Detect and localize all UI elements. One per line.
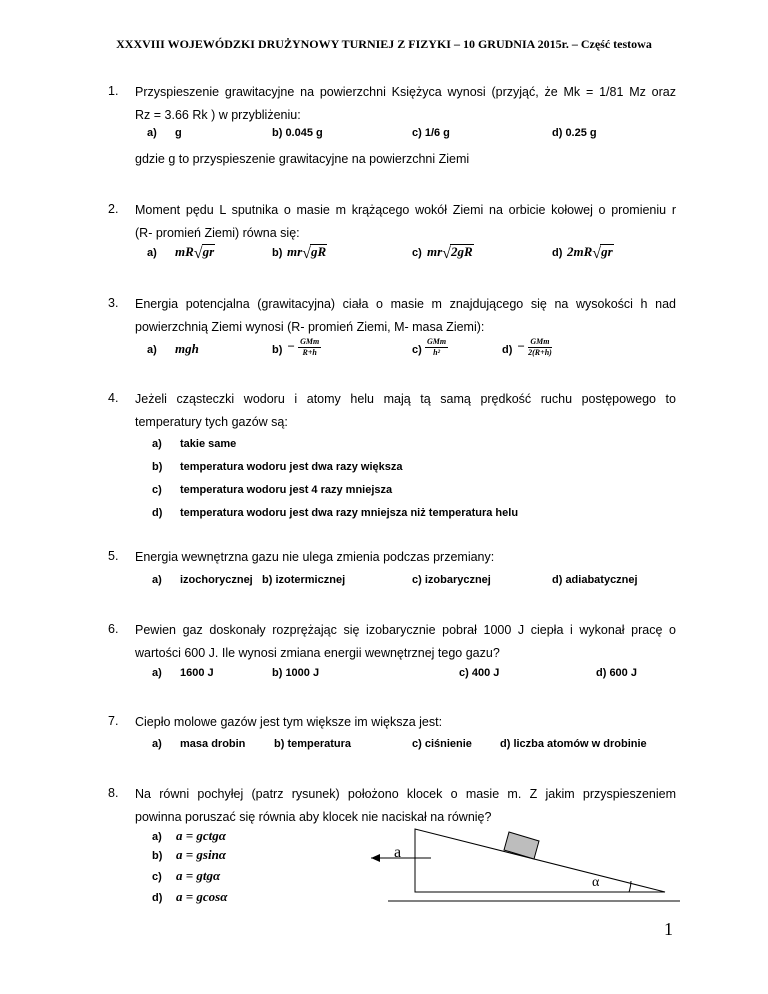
q4-option-a-label: a): [152, 438, 162, 450]
q2-text-line1: Moment pędu L sputnika o masie m krążącego wokół Ziemi na orbicie kołowej o promieniu r: [135, 203, 676, 217]
q7-number: 7.: [108, 714, 119, 728]
q2-option-d-formula: 2mR√gr: [567, 244, 613, 262]
q1-note: gdzie g to przyspieszenie grawitacyjne na powierzchni Ziemi: [135, 152, 470, 166]
q6-number: 6.: [108, 622, 119, 636]
q2-number: 2.: [108, 202, 119, 216]
q8-option-d: a = gcosα: [176, 889, 228, 904]
q2-option-b-formula: mr√gR: [287, 244, 327, 262]
q2-text-line2: (R- promień Ziemi) równa się:: [135, 226, 300, 240]
q1-option-a-label: a): [147, 127, 157, 139]
q2-option-c-formula: mr√2gR: [427, 244, 473, 262]
acceleration-label: a: [394, 844, 402, 861]
q3-option-d-label: d): [502, 344, 513, 356]
q7-option-a: masa drobin: [180, 738, 246, 750]
q5-option-a: izochorycznej: [180, 574, 253, 586]
q3-option-c-label: c): [412, 344, 422, 356]
q3-option-c-formula: $\frac{\text{GMm}}{\text{h²}}$: [427, 337, 447, 357]
q6-option-a: 1600 J: [180, 667, 214, 679]
q6-option-b: b) 1000 J: [272, 667, 320, 679]
q3-text-line2: powierzchnią Ziemi wynosi (R- promień Ziemi, M- masa Ziemi):: [135, 320, 485, 334]
q4-option-b-label: b): [152, 461, 163, 473]
q2-option-d-label: d): [552, 247, 563, 259]
q6-option-c: c) 400 J: [459, 667, 500, 679]
page-number: 1: [664, 919, 673, 939]
q7-option-a-label: a): [152, 738, 162, 750]
q4-option-c: temperatura wodoru jest 4 razy mniejsza: [180, 484, 393, 496]
angle-label: α: [592, 875, 600, 890]
q1-option-c: c) 1/6 g: [412, 127, 450, 139]
q3-option-b-label: b): [272, 344, 283, 356]
page-header: XXXVIII WOJEWÓDZKI DRUŻYNOWY TURNIEJ Z FIZYKI – 10 GRUDNIA 2015r. – Część testowa: [116, 37, 652, 51]
incline-triangle: [415, 829, 665, 892]
q1-option-a: g: [175, 127, 182, 139]
q7-option-c: c) ciśnienie: [412, 738, 472, 750]
q1-option-b: b) 0.045 g: [272, 127, 323, 139]
q4-option-d: temperatura wodoru jest dwa razy mniejsza niż temperatura helu: [180, 507, 519, 519]
arrow-head: [371, 854, 380, 862]
q5-option-c: c) izobarycznej: [412, 574, 491, 586]
q4-text-line2: temperatury tych gazów są:: [135, 415, 288, 429]
q8-option-d-label: d): [152, 892, 163, 904]
q4-number: 4.: [108, 391, 119, 405]
q4-option-b: temperatura wodoru jest dwa razy większa: [180, 461, 403, 473]
q2-option-a-formula: mR√gr: [175, 244, 215, 262]
q7-option-b: b) temperatura: [274, 738, 352, 750]
q1-text-line1: Przyspieszenie grawitacyjne na powierzchni Księżyca wynosi (przyjąć, że Mk = 1/81 Mz oraz: [135, 85, 676, 99]
q6-text-line1: Pewien gaz doskonały rozprężając się izobarycznie pobrał 1000 J ciepła i wykonał pracę o: [135, 623, 676, 637]
q2-option-c-label: c): [412, 247, 422, 259]
q6-text-line2: wartości 600 J. Ile wynosi zmiana energii wewnętrznej tego gazu?: [135, 646, 500, 660]
q8-number: 8.: [108, 786, 119, 800]
q2-option-a-label: a): [147, 247, 157, 259]
q4-option-c-label: c): [152, 484, 162, 496]
q8-option-c: a = gtgα: [176, 868, 221, 883]
angle-arc: [629, 881, 631, 892]
q1-number: 1.: [108, 84, 119, 98]
q3-option-a-formula: mgh: [175, 341, 199, 356]
q3-option-d-formula: − $\frac{\text{GMm}}{2(R+h)}$: [517, 337, 552, 357]
q5-text-line1: Energia wewnętrzna gazu nie ulega zmienia podczas przemiany:: [135, 550, 495, 564]
q5-option-b: b) izotermicznej: [262, 574, 346, 586]
q5-option-a-label: a): [152, 574, 162, 586]
q3-text-line1: Energia potencjalna (grawitacyjna) ciała o masie m znajdującego się na wysokości h nad: [135, 297, 676, 311]
q3-option-b-formula: − $\frac{\text{GMm}}{R+h}$: [287, 337, 320, 357]
q4-text-line1: Jeżeli cząsteczki wodoru i atomy helu mają tą samą prędkość ruchu postępowego to: [135, 392, 676, 406]
q4-option-d-label: d): [152, 507, 163, 519]
q3-option-a-label: a): [147, 344, 157, 356]
q8-option-c-label: c): [152, 871, 162, 883]
q8-option-b: a = gsinα: [176, 847, 227, 862]
q1-text-line2: Rz = 3.66 Rk ) w przybliżeniu:: [135, 108, 301, 122]
q5-number: 5.: [108, 549, 119, 563]
q6-option-d: d) 600 J: [596, 667, 637, 679]
q3-number: 3.: [108, 296, 119, 310]
q8-option-b-label: b): [152, 850, 163, 862]
q2-option-b-label: b): [272, 247, 283, 259]
q8-text-line1: Na równi pochyłej (patrz rysunek) położono klocek o masie m. Z jakim przyspieszeniem: [135, 787, 676, 801]
q7-option-d: d) liczba atomów w drobinie: [500, 738, 647, 750]
q5-option-d: d) adiabatycznej: [552, 574, 638, 586]
block: [504, 832, 539, 859]
q8-option-a-label: a): [152, 831, 162, 843]
q6-option-a-label: a): [152, 667, 162, 679]
q4-option-a: takie same: [180, 438, 237, 450]
q7-text-line1: Ciepło molowe gazów jest tym większe im większa jest:: [135, 715, 443, 729]
q8-text-line2: powinna poruszać się równia aby klocek nie naciskał na równię?: [135, 810, 492, 824]
q8-option-a: a = gctgα: [176, 828, 226, 843]
q1-option-d: d) 0.25 g: [552, 127, 597, 139]
